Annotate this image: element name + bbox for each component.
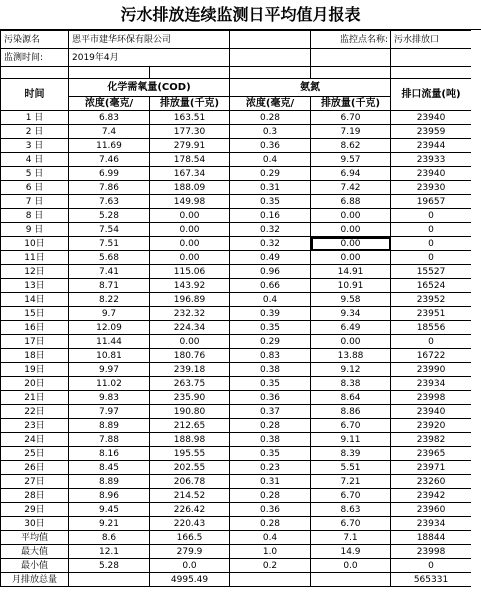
blank-row	[1, 67, 472, 79]
cod-emission-cell[interactable]: 235.90	[150, 391, 230, 405]
nh-emission-cell[interactable]: 0.00	[311, 335, 391, 349]
sheet-edge	[471, 30, 481, 600]
table-row	[1, 447, 472, 461]
nh-emission-cell[interactable]: 0.00	[311, 251, 391, 265]
nh-conc-cell[interactable]: 0.4	[230, 293, 311, 307]
table-row	[1, 419, 472, 433]
nh-conc-cell[interactable]: 0.32	[230, 237, 311, 251]
flow-cell[interactable]: 18844	[391, 531, 472, 545]
nh-emission-cell[interactable]: 5.51	[311, 461, 391, 475]
point-value[interactable]: 污水排放口	[391, 31, 472, 49]
fill-handle[interactable]	[389, 249, 391, 251]
empty-cell[interactable]	[311, 49, 391, 67]
header-nh-emission[interactable]: 排放量(千克)	[311, 97, 391, 111]
cod-conc-cell[interactable]: 12.09	[69, 321, 150, 335]
cod-emission-cell[interactable]: 279.91	[150, 139, 230, 153]
cod-conc-cell[interactable]: 5.28	[69, 209, 150, 223]
nh-emission-cell[interactable]: 6.70	[311, 517, 391, 531]
cod-emission-cell[interactable]: 0.00	[150, 335, 230, 349]
day-cell[interactable]: 20日	[1, 377, 69, 391]
cod-conc-cell[interactable]: 11.02	[69, 377, 150, 391]
flow-cell[interactable]: 23998	[391, 391, 472, 405]
cod-conc-cell[interactable]: 9.45	[69, 503, 150, 517]
point-label[interactable]: 监控点名称:	[311, 31, 391, 49]
nh-conc-cell[interactable]: 0.28	[230, 419, 311, 433]
nh-conc-cell[interactable]: 0.49	[230, 251, 311, 265]
table-row	[1, 307, 472, 321]
cod-conc-cell[interactable]: 7.88	[69, 433, 150, 447]
table-row	[1, 433, 472, 447]
cod-conc-cell[interactable]: 7.97	[69, 405, 150, 419]
cod-conc-cell[interactable]: 5.28	[69, 559, 150, 573]
total-flow[interactable]: 565331	[391, 573, 472, 587]
nh-emission-cell[interactable]: 7.21	[311, 475, 391, 489]
nh-conc-cell[interactable]: 0.38	[230, 433, 311, 447]
cod-conc-cell[interactable]: 7.4	[69, 125, 150, 139]
cod-emission-cell[interactable]: 0.00	[150, 209, 230, 223]
nh-conc-cell[interactable]: 0.35	[230, 377, 311, 391]
nh-conc-cell[interactable]: 0.29	[230, 335, 311, 349]
day-cell[interactable]: 8 日	[1, 209, 69, 223]
day-cell[interactable]: 2 日	[1, 125, 69, 139]
cod-emission-cell[interactable]: 143.92	[150, 279, 230, 293]
summary-row	[1, 531, 472, 545]
flow-cell[interactable]: 23990	[391, 363, 472, 377]
cod-conc-cell[interactable]: 8.89	[69, 419, 150, 433]
day-cell[interactable]: 4 日	[1, 153, 69, 167]
table-row	[1, 489, 472, 503]
cod-conc-cell[interactable]: 8.96	[69, 489, 150, 503]
day-cell[interactable]: 19日	[1, 363, 69, 377]
nh-conc-cell[interactable]: 0.4	[230, 531, 311, 545]
header-nh-conc[interactable]: 浓度(毫克/	[230, 97, 311, 111]
table-row	[1, 363, 472, 377]
nh-conc-cell[interactable]: 0.36	[230, 139, 311, 153]
nh-emission-cell[interactable]: 8.62	[311, 139, 391, 153]
cod-conc-cell[interactable]: 7.51	[69, 237, 150, 251]
table-row	[1, 111, 472, 125]
nh-conc-cell[interactable]: 0.4	[230, 153, 311, 167]
nh-emission-cell[interactable]: 6.70	[311, 111, 391, 125]
summary-row	[1, 559, 472, 573]
flow-cell[interactable]: 0	[391, 335, 472, 349]
day-cell[interactable]: 9 日	[1, 223, 69, 237]
source-label[interactable]: 污染源名	[1, 31, 69, 49]
day-cell[interactable]: 22日	[1, 405, 69, 419]
table-row	[1, 405, 472, 419]
header-ammonia[interactable]: 氨氮	[230, 79, 391, 97]
table-row	[1, 167, 472, 181]
table-row	[1, 349, 472, 363]
nh-emission-cell[interactable]: 6.70	[311, 489, 391, 503]
empty-cell[interactable]	[391, 67, 472, 79]
nh-emission-cell[interactable]: 0.0	[311, 559, 391, 573]
nh-conc-cell[interactable]: 0.31	[230, 475, 311, 489]
empty-cell[interactable]	[230, 67, 311, 79]
day-cell[interactable]: 26日	[1, 461, 69, 475]
cod-conc-cell[interactable]: 11.44	[69, 335, 150, 349]
empty-cell[interactable]	[391, 49, 472, 67]
nh-conc-cell[interactable]: 0.39	[230, 307, 311, 321]
table-row	[1, 517, 472, 531]
table-row	[1, 237, 472, 251]
empty-cell[interactable]	[230, 49, 311, 67]
nh-emission-cell[interactable]: 8.64	[311, 391, 391, 405]
nh-conc-cell[interactable]: 1.0	[230, 545, 311, 559]
table-row	[1, 209, 472, 223]
day-cell[interactable]: 28日	[1, 489, 69, 503]
cod-emission-cell[interactable]: 224.34	[150, 321, 230, 335]
header-cod-emission[interactable]: 排放量(千克)	[150, 97, 230, 111]
cod-emission-cell[interactable]: 0.00	[150, 251, 230, 265]
cod-conc-cell[interactable]: 5.68	[69, 251, 150, 265]
cod-emission-cell[interactable]: 195.55	[150, 447, 230, 461]
day-cell[interactable]: 12日	[1, 265, 69, 279]
empty-cell[interactable]	[311, 573, 391, 587]
flow-cell[interactable]: 18556	[391, 321, 472, 335]
cod-emission-cell[interactable]: 177.30	[150, 125, 230, 139]
nh-emission-cell[interactable]: 6.70	[311, 419, 391, 433]
cod-conc-cell[interactable]: 6.83	[69, 111, 150, 125]
cod-emission-cell[interactable]: 279.9	[150, 545, 230, 559]
nh-conc-cell[interactable]: 0.23	[230, 461, 311, 475]
report-title: 污水排放连续监测日平均值月报表	[0, 0, 481, 30]
cod-conc-cell[interactable]: 7.46	[69, 153, 150, 167]
table-row	[1, 153, 472, 167]
table-row	[1, 335, 472, 349]
total-label[interactable]: 月排放总量	[1, 573, 69, 587]
day-cell[interactable]: 7 日	[1, 195, 69, 209]
time-value[interactable]: 2019年4月	[69, 49, 230, 67]
flow-cell[interactable]: 23982	[391, 433, 472, 447]
empty-cell[interactable]	[230, 573, 311, 587]
empty-cell[interactable]	[69, 573, 150, 587]
cod-conc-cell[interactable]: 9.21	[69, 517, 150, 531]
day-cell[interactable]: 10日	[1, 237, 69, 251]
header-flow[interactable]: 排口流量(吨)	[391, 79, 472, 111]
nh-emission-cell[interactable]: 10.91	[311, 279, 391, 293]
cod-emission-cell[interactable]: 166.5	[150, 531, 230, 545]
flow-cell[interactable]: 23944	[391, 139, 472, 153]
flow-cell[interactable]: 23952	[391, 293, 472, 307]
cod-conc-cell[interactable]: 8.6	[69, 531, 150, 545]
table-row	[1, 125, 472, 139]
header-cod[interactable]: 化学需氧量(COD)	[69, 79, 230, 97]
nh-emission-cell[interactable]: 6.94	[311, 167, 391, 181]
table-row	[1, 391, 472, 405]
empty-cell[interactable]	[1, 67, 69, 79]
nh-emission-cell[interactable]: 14.9	[311, 545, 391, 559]
cod-conc-cell[interactable]: 8.71	[69, 279, 150, 293]
table-row	[1, 251, 472, 265]
flow-cell[interactable]: 23940	[391, 111, 472, 125]
day-cell[interactable]: 30日	[1, 517, 69, 531]
cod-emission-cell[interactable]: 188.09	[150, 181, 230, 195]
report-table	[0, 30, 472, 587]
nh-conc-cell[interactable]: 0.66	[230, 279, 311, 293]
empty-cell[interactable]	[311, 67, 391, 79]
day-cell[interactable]: 11日	[1, 251, 69, 265]
day-cell[interactable]: 25日	[1, 447, 69, 461]
nh-emission-cell[interactable]: 14.91	[311, 265, 391, 279]
flow-cell[interactable]: 23934	[391, 377, 472, 391]
cod-conc-cell[interactable]: 12.1	[69, 545, 150, 559]
nh-emission-cell[interactable]: 9.12	[311, 363, 391, 377]
header-row-1	[1, 79, 472, 97]
nh-conc-cell[interactable]: 0.32	[230, 223, 311, 237]
summary-label[interactable]: 最大值	[1, 545, 69, 559]
total-cod-emission[interactable]: 4995.49	[150, 573, 230, 587]
nh-emission-cell[interactable]: 9.58	[311, 293, 391, 307]
cod-emission-cell[interactable]: 239.18	[150, 363, 230, 377]
cod-emission-cell[interactable]: 149.98	[150, 195, 230, 209]
nh-emission-cell[interactable]: 8.39	[311, 447, 391, 461]
cod-conc-cell[interactable]: 8.45	[69, 461, 150, 475]
nh-conc-cell[interactable]: 0.28	[230, 517, 311, 531]
nh-conc-cell[interactable]: 0.35	[230, 321, 311, 335]
info-row-time	[1, 49, 472, 67]
cod-emission-cell[interactable]: 0.0	[150, 559, 230, 573]
cod-conc-cell[interactable]: 7.63	[69, 195, 150, 209]
table-row	[1, 265, 472, 279]
flow-cell[interactable]: 23920	[391, 419, 472, 433]
cod-conc-cell[interactable]: 7.86	[69, 181, 150, 195]
nh-emission-cell[interactable]: 13.88	[311, 349, 391, 363]
table-row	[1, 139, 472, 153]
cod-emission-cell[interactable]: 163.51	[150, 111, 230, 125]
flow-cell[interactable]: 23934	[391, 517, 472, 531]
table-row	[1, 503, 472, 517]
flow-cell[interactable]: 23260	[391, 475, 472, 489]
nh-conc-cell[interactable]: 0.29	[230, 167, 311, 181]
day-cell[interactable]: 15日	[1, 307, 69, 321]
day-cell[interactable]: 13日	[1, 279, 69, 293]
cod-emission-cell[interactable]: 190.80	[150, 405, 230, 419]
nh-emission-cell[interactable]: 8.63	[311, 503, 391, 517]
nh-conc-cell[interactable]: 0.36	[230, 503, 311, 517]
nh-emission-cell[interactable]: 9.11	[311, 433, 391, 447]
nh-conc-cell[interactable]: 0.2	[230, 559, 311, 573]
day-cell[interactable]: 6 日	[1, 181, 69, 195]
cod-conc-cell[interactable]: 8.22	[69, 293, 150, 307]
nh-conc-cell[interactable]: 0.28	[230, 111, 311, 125]
nh-emission-cell[interactable]: 7.19	[311, 125, 391, 139]
flow-cell[interactable]: 23951	[391, 307, 472, 321]
cod-conc-cell[interactable]: 6.99	[69, 167, 150, 181]
table-row	[1, 377, 472, 391]
flow-cell[interactable]: 23965	[391, 447, 472, 461]
flow-cell[interactable]: 16524	[391, 279, 472, 293]
flow-cell[interactable]: 23933	[391, 153, 472, 167]
day-cell[interactable]: 24日	[1, 433, 69, 447]
flow-cell[interactable]: 19657	[391, 195, 472, 209]
cod-emission-cell[interactable]: 202.55	[150, 461, 230, 475]
source-value[interactable]: 恩平市建华环保有限公司	[69, 31, 230, 49]
cod-emission-cell[interactable]: 212.65	[150, 419, 230, 433]
cod-conc-cell[interactable]: 8.89	[69, 475, 150, 489]
cod-emission-cell[interactable]: 180.76	[150, 349, 230, 363]
nh-conc-cell[interactable]: 0.83	[230, 349, 311, 363]
cod-conc-cell[interactable]: 10.81	[69, 349, 150, 363]
day-cell[interactable]: 3 日	[1, 139, 69, 153]
cod-emission-cell[interactable]: 263.75	[150, 377, 230, 391]
nh-conc-cell[interactable]: 0.28	[230, 489, 311, 503]
cod-conc-cell[interactable]: 8.16	[69, 447, 150, 461]
nh-conc-cell[interactable]: 0.37	[230, 405, 311, 419]
cod-emission-cell[interactable]: 220.43	[150, 517, 230, 531]
cod-emission-cell[interactable]: 178.54	[150, 153, 230, 167]
day-cell[interactable]: 17日	[1, 335, 69, 349]
cod-conc-cell[interactable]: 7.41	[69, 265, 150, 279]
table-row	[1, 475, 472, 489]
flow-cell[interactable]: 0	[391, 559, 472, 573]
nh-emission-cell[interactable]: 7.1	[311, 531, 391, 545]
header-cod-conc[interactable]: 浓度(毫克/	[69, 97, 150, 111]
nh-emission-cell[interactable]: 9.34	[311, 307, 391, 321]
flow-cell[interactable]: 23998	[391, 545, 472, 559]
nh-emission-cell[interactable]: 0.00	[311, 223, 391, 237]
nh-emission-cell[interactable]: 7.42	[311, 181, 391, 195]
summary-label[interactable]: 平均值	[1, 531, 69, 545]
flow-cell[interactable]: 23942	[391, 489, 472, 503]
flow-cell[interactable]: 0	[391, 209, 472, 223]
flow-cell[interactable]: 0	[391, 223, 472, 237]
nh-conc-cell[interactable]: 0.31	[230, 181, 311, 195]
nh-emission-cell[interactable]: 0.00	[311, 209, 391, 223]
nh-emission-cell[interactable]: 8.38	[311, 377, 391, 391]
total-row	[1, 573, 472, 587]
table-row	[1, 293, 472, 307]
table-row	[1, 279, 472, 293]
cod-conc-cell[interactable]: 9.7	[69, 307, 150, 321]
nh-emission-cell[interactable]: 8.86	[311, 405, 391, 419]
flow-cell[interactable]: 0	[391, 251, 472, 265]
nh-conc-cell[interactable]: 0.35	[230, 195, 311, 209]
cod-emission-cell[interactable]: 0.00	[150, 237, 230, 251]
flow-cell[interactable]: 23960	[391, 503, 472, 517]
flow-cell[interactable]: 23940	[391, 405, 472, 419]
selected-cell[interactable]: 0.00	[311, 237, 391, 251]
empty-cell[interactable]	[230, 31, 311, 49]
cod-conc-cell[interactable]: 9.83	[69, 391, 150, 405]
table-row	[1, 223, 472, 237]
header-time[interactable]: 时间	[1, 79, 69, 111]
cod-conc-cell[interactable]: 9.97	[69, 363, 150, 377]
cod-emission-cell[interactable]: 0.00	[150, 223, 230, 237]
flow-cell[interactable]: 16722	[391, 349, 472, 363]
nh-conc-cell[interactable]: 0.36	[230, 391, 311, 405]
empty-cell[interactable]	[69, 67, 150, 79]
day-cell[interactable]: 14日	[1, 293, 69, 307]
flow-cell[interactable]: 23940	[391, 167, 472, 181]
nh-conc-cell[interactable]: 0.3	[230, 125, 311, 139]
day-cell[interactable]: 23日	[1, 419, 69, 433]
table-row	[1, 321, 472, 335]
day-cell[interactable]: 27日	[1, 475, 69, 489]
flow-cell[interactable]: 23959	[391, 125, 472, 139]
cod-emission-cell[interactable]: 214.52	[150, 489, 230, 503]
nh-emission-cell[interactable]: 9.57	[311, 153, 391, 167]
nh-conc-cell[interactable]: 0.16	[230, 209, 311, 223]
day-cell[interactable]: 21日	[1, 391, 69, 405]
table-row	[1, 461, 472, 475]
flow-cell[interactable]: 15527	[391, 265, 472, 279]
cod-emission-cell[interactable]: 232.32	[150, 307, 230, 321]
flow-cell[interactable]: 0	[391, 237, 472, 251]
day-cell[interactable]: 1 日	[1, 111, 69, 125]
cod-emission-cell[interactable]: 226.42	[150, 503, 230, 517]
nh-emission-cell[interactable]: 6.88	[311, 195, 391, 209]
cod-emission-cell[interactable]: 206.78	[150, 475, 230, 489]
time-label[interactable]: 监测时间:	[1, 49, 69, 67]
flow-cell[interactable]: 23971	[391, 461, 472, 475]
cod-emission-cell[interactable]: 167.34	[150, 167, 230, 181]
cod-emission-cell[interactable]: 196.89	[150, 293, 230, 307]
nh-conc-cell[interactable]: 0.96	[230, 265, 311, 279]
info-row-source	[1, 31, 472, 49]
cod-emission-cell[interactable]: 115.06	[150, 265, 230, 279]
cod-conc-cell[interactable]: 11.69	[69, 139, 150, 153]
day-cell[interactable]: 16日	[1, 321, 69, 335]
day-cell[interactable]: 29日	[1, 503, 69, 517]
day-cell[interactable]: 18日	[1, 349, 69, 363]
table-row	[1, 181, 472, 195]
cod-conc-cell[interactable]: 7.54	[69, 223, 150, 237]
nh-conc-cell[interactable]: 0.35	[230, 447, 311, 461]
summary-label[interactable]: 最小值	[1, 559, 69, 573]
empty-cell[interactable]	[150, 67, 230, 79]
cod-emission-cell[interactable]: 188.98	[150, 433, 230, 447]
table-row	[1, 195, 472, 209]
nh-conc-cell[interactable]: 0.38	[230, 363, 311, 377]
day-cell[interactable]: 5 日	[1, 167, 69, 181]
nh-emission-cell[interactable]: 6.49	[311, 321, 391, 335]
flow-cell[interactable]: 23930	[391, 181, 472, 195]
summary-row	[1, 545, 472, 559]
